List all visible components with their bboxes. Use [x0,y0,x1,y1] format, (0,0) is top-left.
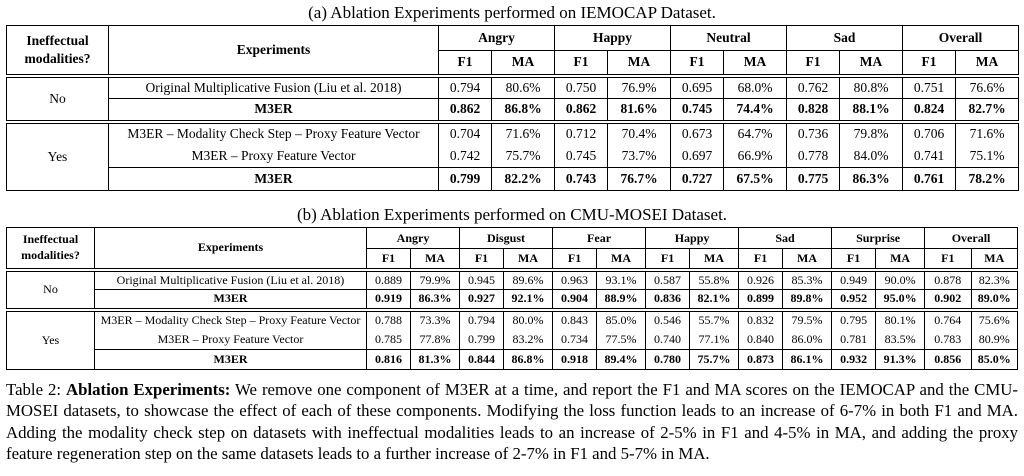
metric-header: F1 [553,249,597,270]
metric-header: MA [783,249,832,270]
metric-cell: 0.794 [439,76,492,99]
emotion-header: Disgust [460,228,553,249]
metric-cell: 84.0% [840,145,903,168]
metric-cell: 0.788 [367,310,411,330]
metric-cell: 86.3% [840,168,903,191]
metric-cell: 88.1% [840,99,903,122]
metric-cell: 0.952 [832,290,876,310]
group-label-cell: No [7,76,109,122]
metric-cell: 91.3% [876,350,925,370]
experiment-name-cell: M3ER – Proxy Feature Vector [109,145,439,168]
metric-cell: 77.5% [597,330,646,350]
metric-cell: 80.9% [971,330,1017,350]
emotion-header: Surprise [832,228,925,249]
metric-cell: 0.816 [367,350,411,370]
metric-cell: 0.778 [787,145,840,168]
metric-header: MA [971,249,1017,270]
metric-cell: 0.904 [553,290,597,310]
metric-cell: 89.4% [597,350,646,370]
metric-cell: 0.587 [646,270,690,290]
metric-cell: 0.926 [739,270,783,290]
metric-cell: 0.932 [832,350,876,370]
metric-cell: 0.862 [439,99,492,122]
metric-cell: 0.740 [646,330,690,350]
metric-header: F1 [903,51,956,76]
emotion-header: Angry [367,228,460,249]
metric-cell: 0.764 [925,310,971,330]
experiment-name-cell: M3ER [109,99,439,122]
metric-cell: 79.9% [411,270,460,290]
experiment-name-cell: Original Multiplicative Fusion (Liu et al. 2018) [109,76,439,99]
metric-cell: 0.706 [903,122,956,145]
group-label-cell: No [7,270,95,310]
metric-header: MA [608,51,671,76]
col-header-line1: Ineffectual [22,232,79,247]
metric-cell: 77.8% [411,330,460,350]
metric-cell: 86.3% [411,290,460,310]
group-label-cell: Yes [7,310,95,370]
metric-cell: 0.963 [553,270,597,290]
metric-cell: 85.0% [971,350,1017,370]
emotion-header: Sad [739,228,832,249]
col-header-line2: modalities? [24,50,91,66]
metric-cell: 86.0% [783,330,832,350]
metric-cell: 82.7% [956,99,1019,122]
metric-cell: 0.795 [832,310,876,330]
metric-cell: 0.751 [903,76,956,99]
col-header-line2: modalities? [21,247,80,262]
metric-cell: 0.775 [787,168,840,191]
metric-cell: 0.828 [787,99,840,122]
metric-header: MA [597,249,646,270]
emotion-header: Sad [787,26,903,51]
metric-cell: 0.697 [671,145,724,168]
metric-cell: 0.836 [646,290,690,310]
table-2-caption [6,379,1018,465]
metric-cell: 0.546 [646,310,690,330]
metric-cell: 0.734 [553,330,597,350]
metric-cell: 81.6% [608,99,671,122]
metric-cell: 0.844 [460,350,504,370]
group-label-cell: Yes [7,122,109,191]
metric-cell: 80.8% [840,76,903,99]
metric-header: F1 [832,249,876,270]
metric-cell: 0.780 [646,350,690,370]
metric-cell: 89.0% [971,290,1017,310]
metric-cell: 88.9% [597,290,646,310]
metric-header: MA [876,249,925,270]
metric-cell: 86.8% [492,99,555,122]
metric-cell: 81.3% [411,350,460,370]
emotion-header: Overall [925,228,1018,249]
emotion-header: Neutral [671,26,787,51]
metric-header: MA [492,51,555,76]
metric-cell: 0.736 [787,122,840,145]
metric-cell: 0.762 [787,76,840,99]
metric-header: F1 [460,249,504,270]
metric-header: F1 [555,51,608,76]
metric-cell: 0.785 [367,330,411,350]
col-header-line1: Ineffectual [26,33,89,49]
metric-cell: 71.6% [956,122,1019,145]
metric-cell: 67.5% [724,168,787,191]
metric-header: F1 [646,249,690,270]
metric-cell: 82.1% [690,290,739,310]
metric-cell: 0.743 [555,168,608,191]
metric-cell: 0.727 [671,168,724,191]
metric-cell: 77.1% [690,330,739,350]
metric-header: F1 [671,51,724,76]
metric-cell: 0.745 [671,99,724,122]
metric-cell: 0.927 [460,290,504,310]
col-header-ineffectual-modalities [7,26,109,76]
col-header-experiments: Experiments [95,228,367,270]
metric-cell: 0.761 [903,168,956,191]
metric-cell: 82.2% [492,168,555,191]
metric-cell: 83.2% [504,330,553,350]
metric-cell: 86.1% [783,350,832,370]
experiment-name-cell: M3ER – Modality Check Step – Proxy Feature Vector [109,122,439,145]
metric-cell: 92.1% [504,290,553,310]
metric-cell: 76.9% [608,76,671,99]
metric-cell: 75.6% [971,310,1017,330]
metric-cell: 82.3% [971,270,1017,290]
metric-cell: 83.5% [876,330,925,350]
metric-header: F1 [739,249,783,270]
emotion-header: Overall [903,26,1019,51]
metric-header: F1 [367,249,411,270]
metric-cell: 55.8% [690,270,739,290]
metric-cell: 70.4% [608,122,671,145]
metric-cell: 68.0% [724,76,787,99]
experiment-name-cell: M3ER – Proxy Feature Vector [95,330,367,350]
metric-cell: 74.4% [724,99,787,122]
metric-cell: 55.7% [690,310,739,330]
metric-cell: 0.741 [903,145,956,168]
metric-cell: 66.9% [724,145,787,168]
metric-cell: 80.1% [876,310,925,330]
metric-cell: 0.824 [903,99,956,122]
metric-cell: 0.673 [671,122,724,145]
metric-cell: 80.0% [504,310,553,330]
metric-cell: 95.0% [876,290,925,310]
col-header-ineffectual-modalities [7,228,95,270]
metric-header: MA [690,249,739,270]
metric-cell: 79.5% [783,310,832,330]
metric-cell: 0.918 [553,350,597,370]
metric-cell: 0.695 [671,76,724,99]
metric-cell: 75.1% [956,145,1019,168]
emotion-header: Happy [646,228,739,249]
metric-cell: 71.6% [492,122,555,145]
metric-cell: 80.6% [492,76,555,99]
metric-cell: 86.8% [504,350,553,370]
metric-header: F1 [787,51,840,76]
metric-cell: 0.832 [739,310,783,330]
metric-cell: 0.856 [925,350,971,370]
metric-header: MA [840,51,903,76]
metric-header: F1 [925,249,971,270]
metric-cell: 0.704 [439,122,492,145]
metric-cell: 0.878 [925,270,971,290]
metric-cell: 0.799 [460,330,504,350]
metric-cell: 0.783 [925,330,971,350]
metric-cell: 79.8% [840,122,903,145]
metric-cell: 0.750 [555,76,608,99]
metric-cell: 0.794 [460,310,504,330]
experiment-name-cell: M3ER [95,290,367,310]
table-b [6,227,1018,370]
metric-cell: 0.945 [460,270,504,290]
metric-cell: 0.899 [739,290,783,310]
table-a [6,25,1019,191]
metric-cell: 76.7% [608,168,671,191]
metric-cell: 0.862 [555,99,608,122]
metric-cell: 0.799 [439,168,492,191]
metric-cell: 93.1% [597,270,646,290]
experiment-name-cell: M3ER [95,350,367,370]
metric-cell: 85.0% [597,310,646,330]
experiment-name-cell: M3ER – Modality Check Step – Proxy Feature Vector [95,310,367,330]
metric-cell: 90.0% [876,270,925,290]
caption-prefix: Table 2: [6,380,66,399]
caption-body: We remove one component of M3ER at a time, and report the F1 and MA scores on the IEMOCAP and the CMU-MOSEI datasets, to showcase the effect of each of these components. Modifying the loss function leads to an increase of 6-7% in both F1 and MA. Adding the modality check step on datasets with ineffectual modalities leads to an increase of 2-5% in F1 and 4-5% in MA, and adding the proxy feature regeneration step on the same datasets leads to a further increase of 2-7% in F1 and 5-7% in MA. [6,380,1019,464]
metric-cell: 0.889 [367,270,411,290]
emotion-header: Happy [555,26,671,51]
metric-cell: 0.902 [925,290,971,310]
metric-cell: 64.7% [724,122,787,145]
metric-cell: 0.712 [555,122,608,145]
metric-cell: 89.8% [783,290,832,310]
metric-cell: 0.949 [832,270,876,290]
experiment-name-cell: M3ER [109,168,439,191]
metric-cell: 85.3% [783,270,832,290]
metric-cell: 73.3% [411,310,460,330]
metric-cell: 0.843 [553,310,597,330]
table-a-caption: (a) Ablation Experiments performed on IEMOCAP Dataset. [308,3,716,22]
metric-header: MA [956,51,1019,76]
metric-cell: 0.919 [367,290,411,310]
metric-cell: 76.6% [956,76,1019,99]
metric-cell: 0.840 [739,330,783,350]
emotion-header: Angry [439,26,555,51]
metric-cell: 75.7% [492,145,555,168]
metric-cell: 0.781 [832,330,876,350]
metric-cell: 78.2% [956,168,1019,191]
metric-cell: 75.7% [690,350,739,370]
emotion-header: Fear [553,228,646,249]
metric-header: F1 [439,51,492,76]
metric-header: MA [724,51,787,76]
table-b-caption: (b) Ablation Experiments performed on CMU-MOSEI Dataset. [296,205,728,224]
caption-bold-label: Ablation Experiments: [66,380,231,399]
metric-header: MA [411,249,460,270]
col-header-experiments: Experiments [109,26,439,76]
metric-cell: 0.742 [439,145,492,168]
metric-header: MA [504,249,553,270]
metric-cell: 89.6% [504,270,553,290]
metric-cell: 0.745 [555,145,608,168]
experiment-name-cell: Original Multiplicative Fusion (Liu et al. 2018) [95,270,367,290]
metric-cell: 0.873 [739,350,783,370]
metric-cell: 73.7% [608,145,671,168]
